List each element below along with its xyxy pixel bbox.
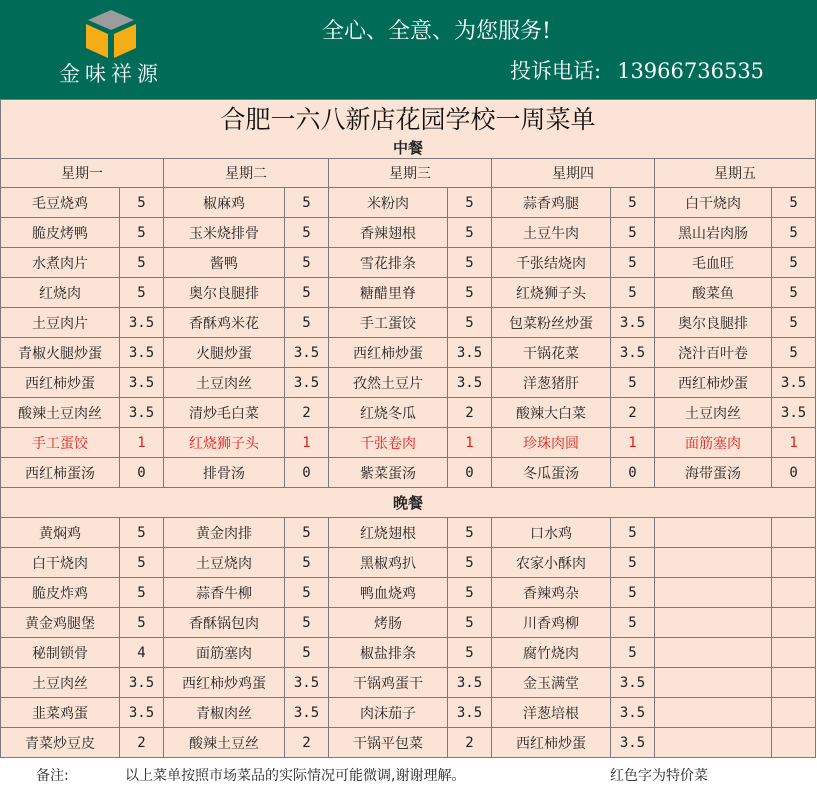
lunch-row bbox=[1, 308, 816, 338]
slogan: 全心、全意、为您服务! bbox=[322, 19, 551, 44]
dish-price: 3.5 bbox=[120, 368, 164, 398]
dish-name: 烤肠 bbox=[329, 608, 448, 638]
dish-name: 酸辣土豆丝 bbox=[164, 728, 285, 758]
dish-name: 紫菜蛋汤 bbox=[329, 458, 448, 488]
day-header: 星期四 bbox=[492, 159, 655, 188]
dish-name: 青椒肉丝 bbox=[164, 698, 285, 728]
dish-price: 5 bbox=[120, 248, 164, 278]
dish-price: 3.5 bbox=[120, 308, 164, 338]
lunch-row bbox=[1, 278, 816, 308]
dish-name: 川香鸡柳 bbox=[492, 608, 611, 638]
dish-price: 5 bbox=[611, 278, 655, 308]
lunch-row bbox=[1, 368, 816, 398]
dish-name: 酸辣大白菜 bbox=[492, 398, 611, 428]
dish-name: 口水鸡 bbox=[492, 518, 611, 548]
dish-name: 干锅鸡蛋干 bbox=[329, 668, 448, 698]
dish-name: 西红柿炒蛋 bbox=[655, 368, 772, 398]
dish-name: 腐竹烧肉 bbox=[492, 638, 611, 668]
lunch-row bbox=[1, 218, 816, 248]
dish-name: 千张卷肉 bbox=[329, 428, 448, 458]
dish-price: 3.5 bbox=[772, 368, 816, 398]
dish-price: 5 bbox=[611, 608, 655, 638]
dish-name: 蒜香鸡腿 bbox=[492, 188, 611, 218]
dish-price: 3.5 bbox=[448, 698, 492, 728]
dish-price: 5 bbox=[611, 248, 655, 278]
dish-name: 红烧翅根 bbox=[329, 518, 448, 548]
complaint-label: 投诉电话: bbox=[510, 59, 602, 83]
dish-price: 3.5 bbox=[611, 668, 655, 698]
dish-price: 4 bbox=[120, 638, 164, 668]
dish-price: 0 bbox=[285, 458, 329, 488]
header-banner bbox=[0, 0, 817, 99]
dish-price: 5 bbox=[448, 218, 492, 248]
lunch-row bbox=[1, 398, 816, 428]
dish-name: 手工蛋饺 bbox=[1, 428, 120, 458]
dish-name: 红烧肉 bbox=[1, 278, 120, 308]
dish-price: 5 bbox=[772, 278, 816, 308]
dish-price: 3.5 bbox=[448, 338, 492, 368]
dish-price: 1 bbox=[772, 428, 816, 458]
dish-price: 5 bbox=[448, 638, 492, 668]
dish-name: 脆皮烤鸭 bbox=[1, 218, 120, 248]
dish-name bbox=[655, 638, 772, 668]
dish-name bbox=[655, 518, 772, 548]
special-legend: 红色字为特价菜 bbox=[610, 768, 708, 784]
note-label: 备注: bbox=[36, 768, 69, 784]
dish-name: 毛血旺 bbox=[655, 248, 772, 278]
dish-name: 土豆肉丝 bbox=[164, 368, 285, 398]
dish-price: 3.5 bbox=[611, 728, 655, 758]
complaint-phone: 13966736535 bbox=[617, 59, 765, 83]
dish-name: 毛豆烧鸡 bbox=[1, 188, 120, 218]
dish-name: 酸菜鱼 bbox=[655, 278, 772, 308]
dish-name: 孜然土豆片 bbox=[329, 368, 448, 398]
dish-price: 5 bbox=[120, 188, 164, 218]
dish-name bbox=[655, 698, 772, 728]
day-header: 星期五 bbox=[655, 159, 816, 188]
dish-name: 奥尔良腿排 bbox=[164, 278, 285, 308]
dish-price: 0 bbox=[448, 458, 492, 488]
lunch-row bbox=[1, 248, 816, 278]
lunch-section-label: 中餐 bbox=[1, 136, 816, 159]
dish-price: 3.5 bbox=[120, 698, 164, 728]
dish-name: 黄金肉排 bbox=[164, 518, 285, 548]
dish-price: 3.5 bbox=[611, 308, 655, 338]
dish-name: 黄金鸡腿堡 bbox=[1, 608, 120, 638]
dish-price: 2 bbox=[448, 728, 492, 758]
dish-name: 干锅花菜 bbox=[492, 338, 611, 368]
dish-name: 洋葱培根 bbox=[492, 698, 611, 728]
dish-price: 5 bbox=[448, 578, 492, 608]
dinner-row bbox=[1, 518, 816, 548]
complaint-hotline bbox=[510, 55, 764, 85]
dish-name: 鸭血烧鸡 bbox=[329, 578, 448, 608]
dish-name: 面筋塞肉 bbox=[164, 638, 285, 668]
dish-name: 黑山岩肉肠 bbox=[655, 218, 772, 248]
dish-name: 千张结烧肉 bbox=[492, 248, 611, 278]
dish-price: 3.5 bbox=[285, 338, 329, 368]
menu-title: 合肥一六八新店花园学校一周菜单 bbox=[1, 100, 816, 137]
dish-price: 5 bbox=[448, 308, 492, 338]
dish-name: 香辣鸡杂 bbox=[492, 578, 611, 608]
dish-name: 西红柿炒鸡蛋 bbox=[164, 668, 285, 698]
day-header: 星期三 bbox=[329, 159, 492, 188]
dish-name: 西红柿蛋汤 bbox=[1, 458, 120, 488]
dish-name: 面筋塞肉 bbox=[655, 428, 772, 458]
dish-name: 黑椒鸡扒 bbox=[329, 548, 448, 578]
dish-name: 酱鸭 bbox=[164, 248, 285, 278]
day-header: 星期二 bbox=[164, 159, 329, 188]
dish-name bbox=[655, 668, 772, 698]
dish-name: 肉沫茄子 bbox=[329, 698, 448, 728]
dish-name: 脆皮炸鸡 bbox=[1, 578, 120, 608]
dish-price: 3.5 bbox=[120, 398, 164, 428]
dish-price bbox=[772, 548, 816, 578]
dish-price: 5 bbox=[448, 548, 492, 578]
dish-name: 金玉满堂 bbox=[492, 668, 611, 698]
dish-name: 黄焖鸡 bbox=[1, 518, 120, 548]
dish-name: 红烧狮子头 bbox=[492, 278, 611, 308]
dinner-row bbox=[1, 638, 816, 668]
lunch-row bbox=[1, 188, 816, 218]
dish-price: 5 bbox=[285, 278, 329, 308]
company-logo bbox=[46, 8, 176, 94]
dish-price: 5 bbox=[120, 608, 164, 638]
dish-price: 1 bbox=[611, 428, 655, 458]
dinner-row bbox=[1, 548, 816, 578]
logo-cube-icon bbox=[46, 8, 176, 60]
dish-price: 3.5 bbox=[772, 398, 816, 428]
dinner-row bbox=[1, 578, 816, 608]
dinner-row bbox=[1, 668, 816, 698]
note-text: 以上菜单按照市场菜品的实际情况可能微调,谢谢理解。 bbox=[125, 768, 466, 784]
dish-price: 5 bbox=[120, 578, 164, 608]
dish-name: 土豆牛肉 bbox=[492, 218, 611, 248]
dish-price: 5 bbox=[448, 248, 492, 278]
dish-name: 西红柿炒蛋 bbox=[492, 728, 611, 758]
dish-price: 5 bbox=[448, 518, 492, 548]
dish-price: 5 bbox=[120, 548, 164, 578]
lunch-row bbox=[1, 338, 816, 368]
dish-price: 5 bbox=[611, 578, 655, 608]
dish-price: 3.5 bbox=[611, 698, 655, 728]
dish-price: 5 bbox=[772, 248, 816, 278]
dish-price bbox=[772, 698, 816, 728]
dish-price: 5 bbox=[120, 218, 164, 248]
dish-name: 韭菜鸡蛋 bbox=[1, 698, 120, 728]
day-header: 星期一 bbox=[1, 159, 164, 188]
dish-name bbox=[655, 578, 772, 608]
dish-name: 干锅平包菜 bbox=[329, 728, 448, 758]
dish-name: 排骨汤 bbox=[164, 458, 285, 488]
dish-price: 5 bbox=[448, 278, 492, 308]
lunch-row bbox=[1, 428, 816, 458]
dish-name: 玉米烧排骨 bbox=[164, 218, 285, 248]
dish-price: 3.5 bbox=[285, 368, 329, 398]
dish-price: 1 bbox=[448, 428, 492, 458]
day-header-row bbox=[1, 159, 816, 188]
dish-price bbox=[772, 578, 816, 608]
dish-price: 2 bbox=[611, 398, 655, 428]
dish-price bbox=[772, 728, 816, 758]
dish-name: 白干烧肉 bbox=[655, 188, 772, 218]
dish-name: 浇汁百叶卷 bbox=[655, 338, 772, 368]
dish-price: 5 bbox=[285, 518, 329, 548]
dish-name: 土豆肉片 bbox=[1, 308, 120, 338]
dish-price: 5 bbox=[611, 638, 655, 668]
dish-price: 3.5 bbox=[611, 338, 655, 368]
dish-price: 5 bbox=[611, 518, 655, 548]
dish-name: 青椒火腿炒蛋 bbox=[1, 338, 120, 368]
dish-name: 椒麻鸡 bbox=[164, 188, 285, 218]
dish-name: 红烧冬瓜 bbox=[329, 398, 448, 428]
dish-name: 包菜粉丝炒蛋 bbox=[492, 308, 611, 338]
dish-price: 5 bbox=[611, 218, 655, 248]
dish-price bbox=[772, 668, 816, 698]
dish-price bbox=[772, 518, 816, 548]
dish-price: 0 bbox=[120, 458, 164, 488]
dish-name: 椒盐排条 bbox=[329, 638, 448, 668]
dish-price: 5 bbox=[611, 368, 655, 398]
dish-price: 2 bbox=[285, 728, 329, 758]
dish-price: 1 bbox=[120, 428, 164, 458]
dish-name: 火腿炒蛋 bbox=[164, 338, 285, 368]
dish-price: 5 bbox=[772, 218, 816, 248]
dish-name: 酸辣土豆肉丝 bbox=[1, 398, 120, 428]
dinner-row bbox=[1, 728, 816, 758]
dish-price: 5 bbox=[285, 218, 329, 248]
dish-price bbox=[772, 608, 816, 638]
dish-name: 手工蛋饺 bbox=[329, 308, 448, 338]
dish-name: 香酥锅包肉 bbox=[164, 608, 285, 638]
dish-price: 2 bbox=[120, 728, 164, 758]
dish-price: 2 bbox=[285, 398, 329, 428]
dish-name: 红烧狮子头 bbox=[164, 428, 285, 458]
dish-name: 奥尔良腿排 bbox=[655, 308, 772, 338]
dish-price: 3.5 bbox=[448, 668, 492, 698]
dish-price: 3.5 bbox=[285, 668, 329, 698]
dish-name: 香辣翅根 bbox=[329, 218, 448, 248]
dish-name: 白干烧肉 bbox=[1, 548, 120, 578]
dish-price: 2 bbox=[448, 398, 492, 428]
dish-name: 冬瓜蛋汤 bbox=[492, 458, 611, 488]
dish-name bbox=[655, 548, 772, 578]
dish-name: 水煮肉片 bbox=[1, 248, 120, 278]
dish-name: 糖醋里脊 bbox=[329, 278, 448, 308]
dish-price: 5 bbox=[285, 548, 329, 578]
dish-price: 5 bbox=[120, 278, 164, 308]
dish-name: 清炒毛白菜 bbox=[164, 398, 285, 428]
dish-name: 西红柿炒蛋 bbox=[329, 338, 448, 368]
dish-name: 青菜炒豆皮 bbox=[1, 728, 120, 758]
weekly-menu-table bbox=[0, 99, 816, 758]
dish-price: 0 bbox=[611, 458, 655, 488]
dish-price: 5 bbox=[285, 638, 329, 668]
lunch-row bbox=[1, 458, 816, 488]
dish-price: 3.5 bbox=[120, 338, 164, 368]
dish-price: 5 bbox=[772, 338, 816, 368]
dinner-section-label: 晚餐 bbox=[1, 488, 816, 518]
dish-price: 5 bbox=[448, 608, 492, 638]
dish-price: 5 bbox=[120, 518, 164, 548]
dish-name: 蒜香牛柳 bbox=[164, 578, 285, 608]
dish-name: 西红柿炒蛋 bbox=[1, 368, 120, 398]
dish-name: 土豆肉丝 bbox=[1, 668, 120, 698]
logo-text: 金味祥源 bbox=[59, 62, 163, 86]
dish-price bbox=[772, 638, 816, 668]
dish-name: 珍珠肉圆 bbox=[492, 428, 611, 458]
dish-price: 1 bbox=[285, 428, 329, 458]
dish-name bbox=[655, 608, 772, 638]
dish-price: 5 bbox=[448, 188, 492, 218]
dish-price: 0 bbox=[772, 458, 816, 488]
dish-name bbox=[655, 728, 772, 758]
dish-price: 3.5 bbox=[285, 698, 329, 728]
dish-price: 3.5 bbox=[120, 668, 164, 698]
dish-name: 农家小酥肉 bbox=[492, 548, 611, 578]
dish-price: 5 bbox=[285, 188, 329, 218]
dish-price: 5 bbox=[772, 308, 816, 338]
dish-price: 5 bbox=[285, 308, 329, 338]
dish-price: 5 bbox=[285, 608, 329, 638]
dish-name: 土豆肉丝 bbox=[655, 398, 772, 428]
footer-note bbox=[0, 765, 817, 787]
dish-name: 秘制锁骨 bbox=[1, 638, 120, 668]
dish-price: 5 bbox=[285, 248, 329, 278]
dish-price: 5 bbox=[611, 548, 655, 578]
dish-name: 洋葱猪肝 bbox=[492, 368, 611, 398]
dish-price: 3.5 bbox=[448, 368, 492, 398]
dish-price: 5 bbox=[285, 578, 329, 608]
dish-name: 土豆烧肉 bbox=[164, 548, 285, 578]
dish-name: 海带蛋汤 bbox=[655, 458, 772, 488]
dish-price: 5 bbox=[611, 188, 655, 218]
dinner-row bbox=[1, 608, 816, 638]
dish-price: 5 bbox=[772, 188, 816, 218]
dish-name: 香酥鸡米花 bbox=[164, 308, 285, 338]
dinner-row bbox=[1, 698, 816, 728]
dish-name: 雪花排条 bbox=[329, 248, 448, 278]
dish-name: 米粉肉 bbox=[329, 188, 448, 218]
